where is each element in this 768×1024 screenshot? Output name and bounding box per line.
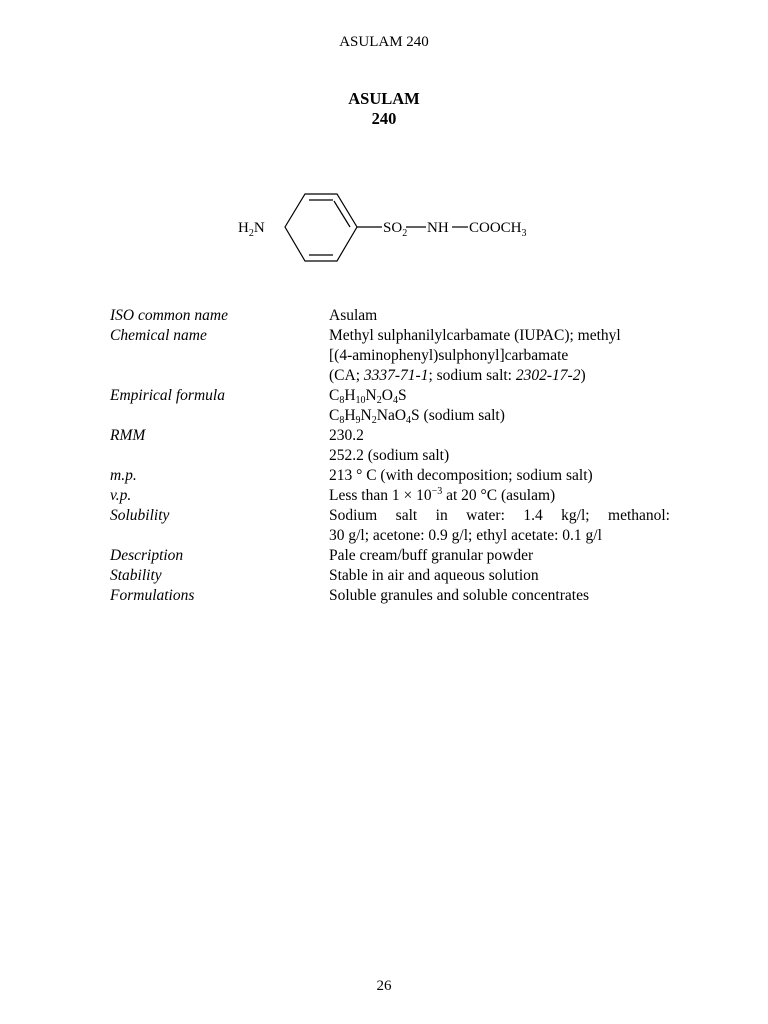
running-header: ASULAM 240 xyxy=(339,34,429,50)
rmm-sodium-salt: 252.2 (sodium salt) xyxy=(329,447,450,464)
row-stability xyxy=(110,566,670,586)
value-melting-point: 213 ° C (with decomposition; sodium salt) xyxy=(329,467,593,484)
row-iso-common-name xyxy=(110,306,670,326)
label-stability: Stability xyxy=(110,567,162,584)
empirical-formula-sodium-salt: $C_8H_9N_2NaO_4S$ (sodium salt) xyxy=(329,407,505,426)
value-vapour-pressure: Less than $1 \times 10^{-3}$ at 20 °C (asulam) xyxy=(329,486,556,504)
properties-table xyxy=(110,306,670,606)
value-rmm xyxy=(329,426,670,466)
label-vapour-pressure: v.p. xyxy=(110,487,132,504)
value-formulations: Soluble granules and soluble concentrates xyxy=(329,587,589,604)
chemical-name-line-1: Methyl sulphanilylcarbamate (IUPAC); methyl xyxy=(329,327,621,344)
value-description: Pale cream/buff granular powder xyxy=(329,547,534,564)
value-solubility xyxy=(329,506,670,546)
chemical-name-line-3: (CA; 3337-71-1; sodium salt: 2302-17-2) xyxy=(329,367,586,384)
label-iso-common-name: ISO common name xyxy=(110,307,228,324)
cas-number: 3337-71-1 xyxy=(363,367,429,384)
title-line-1: ASULAM xyxy=(348,89,420,108)
row-chemical-name xyxy=(110,326,670,386)
cas-number-sodium-salt: 2302-17-2 xyxy=(515,367,581,384)
label-formulations: Formulations xyxy=(110,587,195,604)
row-solubility xyxy=(110,506,670,546)
label-solubility: Solubility xyxy=(110,507,170,524)
methoxycarbonyl-group: $COOCH_3$ xyxy=(469,220,527,239)
solubility-line-2: 30 g/l; acetone: 0.9 g/l; ethyl acetate: 0.1 g/l xyxy=(329,527,602,544)
row-description xyxy=(110,546,670,566)
sulphonyl-group: $SO_2$ xyxy=(383,220,408,239)
page-number: 26 xyxy=(376,978,392,994)
row-rmm xyxy=(110,426,670,466)
nh-group: NH xyxy=(427,220,449,236)
title-line-2: 240 xyxy=(371,109,397,128)
value-iso-common-name: Asulam xyxy=(329,307,378,324)
row-melting-point xyxy=(110,466,670,486)
row-empirical-formula xyxy=(110,386,670,426)
label-melting-point: m.p. xyxy=(110,467,137,484)
amino-group: $H_2N$ xyxy=(238,220,265,239)
empirical-formula-acid: $C_8H_{10}N_2O_4S$ xyxy=(329,387,407,406)
structural-formula xyxy=(230,185,550,275)
row-formulations xyxy=(110,586,670,606)
row-vapour-pressure xyxy=(110,486,670,506)
label-rmm: RMM xyxy=(110,427,146,444)
chemical-name-line-2: [(4-aminophenyl)sulphonyl]carbamate xyxy=(329,347,569,364)
rmm-acid: 230.2 xyxy=(329,427,364,444)
value-empirical-formula xyxy=(329,386,670,426)
label-description: Description xyxy=(110,547,184,564)
label-empirical-formula: Empirical formula xyxy=(110,387,225,404)
value-stability: Stable in air and aqueous solution xyxy=(329,567,539,584)
solubility-line-1: Sodium salt in water: 1.4 kg/l; methanol: xyxy=(329,507,670,524)
page-title xyxy=(0,89,768,129)
value-chemical-name xyxy=(329,326,670,386)
label-chemical-name: Chemical name xyxy=(110,327,207,344)
